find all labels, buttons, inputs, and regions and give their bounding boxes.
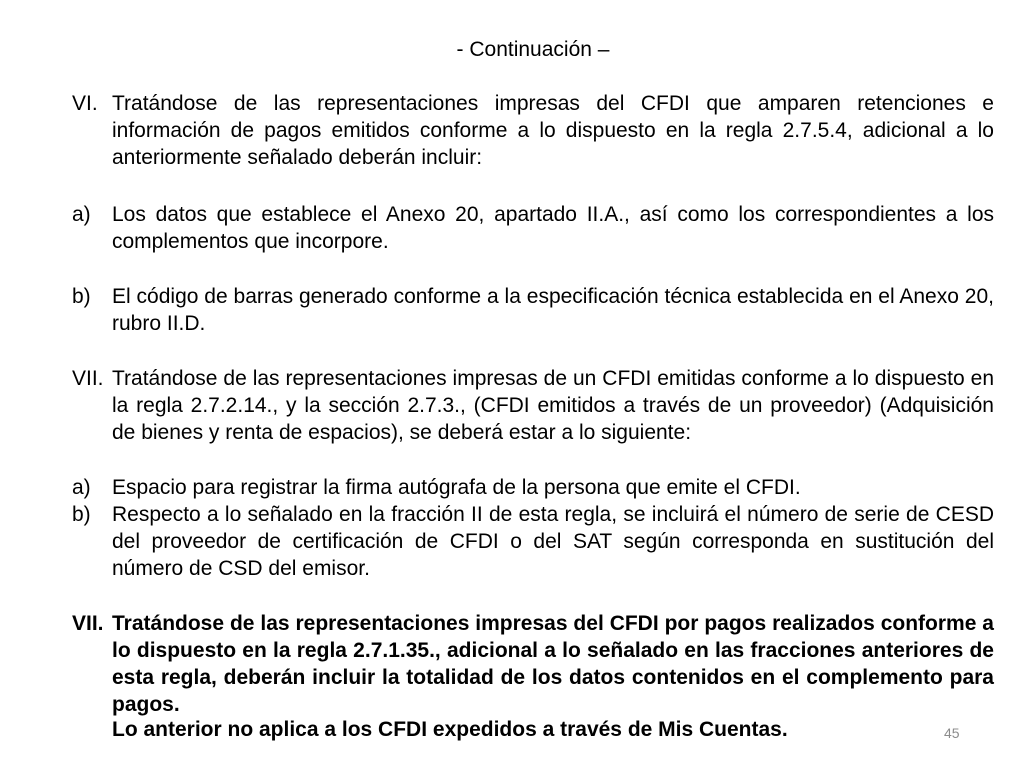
list-item-text: Tratándose de las representaciones impresas del CFDI por pagos realizados conforme a lo dispuesto en la regla 2.7.1.35., adicional a lo señalado en las fracciones anteriores de esta regla, deberán incluir la totalidad de los datos contenidos en el complemento para pagos.: [112, 612, 994, 716]
list-item-vii-payments: [72, 610, 994, 718]
list-item-text: Tratándose de las representaciones impresas de un CFDI emitidas conforme a lo dispuesto en la regla 2.7.2.14., y la sección 2.7.3., (CFDI emitidos a través de un proveedor) (Adquisición de bienes y renta de espacios), se deberá estar a lo siguiente:: [112, 367, 994, 444]
list-marker: a): [72, 476, 91, 499]
list-item-text: Los datos que establece el Anexo 20, apartado II.A., así como los correspondientes a los complementos que incorpore.: [112, 203, 994, 253]
list-item-text: Respecto a lo señalado en la fracción II de esta regla, se incluirá el número de serie de CESD del proveedor de certificación de CFDI o del SAT según corresponda en sustitución del número de CSD del emisor.: [112, 503, 994, 580]
list-marker: b): [72, 503, 91, 526]
list-marker: a): [72, 203, 91, 226]
closing-note: Lo anterior no aplica a los CFDI expedidos a través de Mis Cuentas.: [112, 718, 788, 741]
list-item-a: [72, 474, 994, 501]
continuation-heading: - Continuación –: [456, 38, 610, 61]
list-item-text: El código de barras generado conforme a la especificación técnica establecida en el Anexo 20, rubro II.D.: [112, 285, 994, 335]
list-marker: VII.: [72, 367, 104, 390]
list-item-text: Espacio para registrar la firma autógrafa de la persona que emite el CFDI.: [112, 476, 801, 499]
page-number: 45: [944, 725, 960, 741]
list-item-text: Tratándose de las representaciones impresas del CFDI que amparen retenciones e información de pagos emitidos conforme a lo dispuesto en la regla 2.7.5.4, adicional a lo anteriormente señalado deberán incluir:: [112, 92, 994, 169]
list-item-vii: [72, 365, 994, 446]
list-item-b: [72, 283, 994, 337]
list-marker: VI.: [72, 92, 98, 115]
list-marker: VII.: [72, 612, 104, 635]
list-item-vi: [72, 90, 994, 171]
list-marker: b): [72, 285, 91, 308]
list-item-b: [72, 501, 994, 582]
list-item-a: [72, 201, 994, 255]
